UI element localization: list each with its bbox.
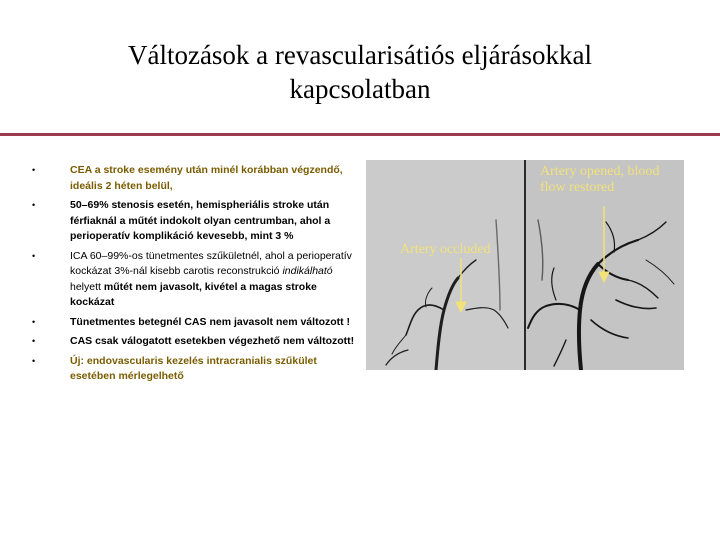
bullet-item: [32, 315, 362, 331]
bullet-list: [32, 163, 362, 389]
bullet-marker: •: [32, 200, 36, 210]
title-divider: [0, 133, 720, 136]
bullet-item: [32, 198, 362, 245]
bullet-marker: •: [32, 355, 36, 366]
bullet-text: helyett: [70, 280, 104, 293]
bullet-text-italic: indikálható: [282, 265, 333, 277]
bullet-text: Tünetmentes betegnél CAS nem javasolt nem változott !: [70, 315, 351, 328]
slide-title-line-2: kapcsolatban: [289, 74, 431, 104]
annotation-artery-opened-line-2: flow restored: [540, 180, 615, 195]
bullet-text: CAS csak válogatott esetekben végezhető nem változott!: [70, 335, 355, 347]
bullet-marker: •: [32, 250, 36, 261]
bullet-marker: •: [32, 336, 36, 346]
bullet-marker: •: [32, 316, 36, 327]
slide-title: [0, 38, 720, 106]
bullet-item: [32, 249, 362, 311]
annotation-artery-opened-line-1: Artery opened, blood: [540, 164, 660, 179]
bullet-text: Új: endovascularis kezelés intracranialis szűkület esetében mérlegelhető: [70, 354, 317, 382]
bullet-item: [32, 334, 362, 350]
bullet-text: CEA a stroke esemény után minél korábban végzendő, ideális 2 héten belül,: [70, 164, 343, 192]
angiogram-image: [366, 160, 684, 370]
slide-title-line-1: Változások a revascularisátiós eljárásokkal: [127, 40, 593, 70]
bullet-text: ICA 60–99%-os tünetmentes szűkületnél, ahol a perioperatív kockázat 3%-nál kisebb carotis reconstrukció: [70, 249, 352, 277]
bullet-item: [32, 354, 362, 385]
annotation-artery-opened: [540, 164, 659, 196]
annotation-artery-occluded: Artery occluded: [400, 242, 491, 257]
bullet-text-bold: műtét nem javasolt, kivétel a magas stroke kockázat: [70, 280, 317, 308]
bullet-text: 50–69% stenosis esetén, hemispheriális stroke után férfiaknál a műtét indokolt olyan centrumban, ahol a perioperatív komplikáció kevesebb, mint 3 %: [70, 199, 331, 242]
bullet-item: [32, 163, 362, 194]
bullet-marker: •: [32, 165, 36, 175]
